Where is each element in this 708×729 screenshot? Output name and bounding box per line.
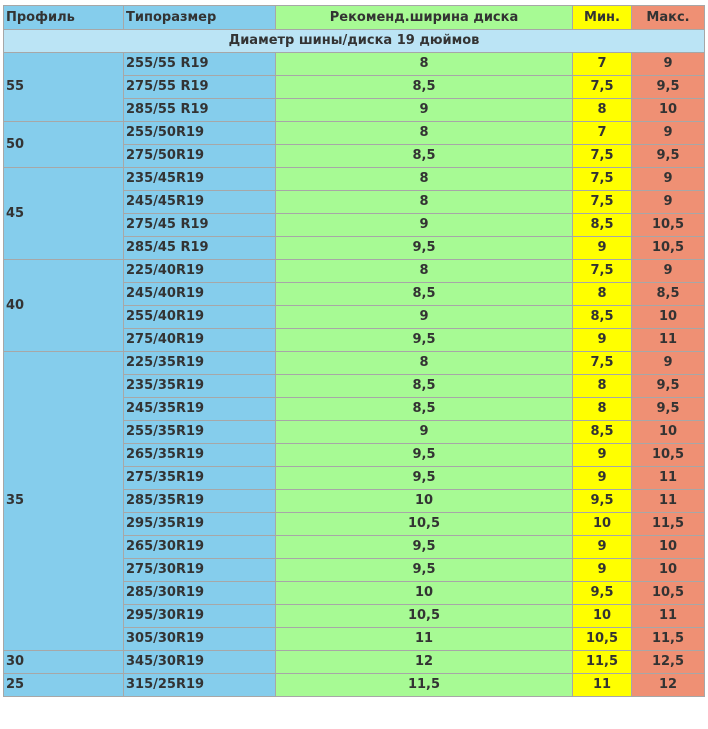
min-cell: 8 bbox=[573, 375, 632, 398]
max-cell: 9,5 bbox=[632, 145, 705, 168]
recommended-cell: 11 bbox=[276, 628, 573, 651]
min-cell: 7 bbox=[573, 122, 632, 145]
min-cell: 10 bbox=[573, 605, 632, 628]
recommended-cell: 9,5 bbox=[276, 237, 573, 260]
recommended-cell: 9,5 bbox=[276, 329, 573, 352]
max-cell: 10 bbox=[632, 99, 705, 122]
size-cell: 255/55 R19 bbox=[124, 53, 276, 76]
min-cell: 9 bbox=[573, 329, 632, 352]
profile-cell: 25 bbox=[4, 674, 124, 697]
recommended-cell: 8,5 bbox=[276, 398, 573, 421]
recommended-cell: 8 bbox=[276, 53, 573, 76]
max-cell: 10 bbox=[632, 306, 705, 329]
size-cell: 245/35R19 bbox=[124, 398, 276, 421]
max-cell: 10,5 bbox=[632, 582, 705, 605]
min-cell: 9 bbox=[573, 467, 632, 490]
max-cell: 11 bbox=[632, 605, 705, 628]
size-cell: 285/30R19 bbox=[124, 582, 276, 605]
size-cell: 255/40R19 bbox=[124, 306, 276, 329]
table-row bbox=[4, 122, 705, 145]
recommended-cell: 10,5 bbox=[276, 513, 573, 536]
max-cell: 10,5 bbox=[632, 444, 705, 467]
min-cell: 7,5 bbox=[573, 76, 632, 99]
header-recommended: Рекоменд.ширина диска bbox=[276, 6, 573, 30]
table-row bbox=[4, 674, 705, 697]
min-cell: 8,5 bbox=[573, 214, 632, 237]
min-cell: 9 bbox=[573, 237, 632, 260]
min-cell: 7,5 bbox=[573, 352, 632, 375]
recommended-cell: 9 bbox=[276, 421, 573, 444]
recommended-cell: 10,5 bbox=[276, 605, 573, 628]
profile-cell: 50 bbox=[4, 122, 124, 168]
min-cell: 7 bbox=[573, 53, 632, 76]
recommended-cell: 9,5 bbox=[276, 444, 573, 467]
recommended-cell: 9 bbox=[276, 306, 573, 329]
recommended-cell: 9,5 bbox=[276, 467, 573, 490]
recommended-cell: 8 bbox=[276, 122, 573, 145]
min-cell: 8,5 bbox=[573, 306, 632, 329]
size-cell: 285/35R19 bbox=[124, 490, 276, 513]
profile-cell: 55 bbox=[4, 53, 124, 122]
recommended-cell: 8 bbox=[276, 168, 573, 191]
min-cell: 10 bbox=[573, 513, 632, 536]
max-cell: 11 bbox=[632, 467, 705, 490]
size-cell: 305/30R19 bbox=[124, 628, 276, 651]
min-cell: 10,5 bbox=[573, 628, 632, 651]
header-row bbox=[4, 6, 705, 30]
recommended-cell: 8,5 bbox=[276, 145, 573, 168]
min-cell: 8 bbox=[573, 99, 632, 122]
max-cell: 11,5 bbox=[632, 628, 705, 651]
min-cell: 9 bbox=[573, 536, 632, 559]
min-cell: 11,5 bbox=[573, 651, 632, 674]
profile-cell: 40 bbox=[4, 260, 124, 352]
size-cell: 255/35R19 bbox=[124, 421, 276, 444]
max-cell: 12,5 bbox=[632, 651, 705, 674]
table-row bbox=[4, 651, 705, 674]
max-cell: 9,5 bbox=[632, 398, 705, 421]
max-cell: 12 bbox=[632, 674, 705, 697]
max-cell: 11 bbox=[632, 490, 705, 513]
min-cell: 9,5 bbox=[573, 582, 632, 605]
max-cell: 9 bbox=[632, 53, 705, 76]
table-body bbox=[4, 6, 705, 697]
size-cell: 255/50R19 bbox=[124, 122, 276, 145]
size-cell: 275/55 R19 bbox=[124, 76, 276, 99]
min-cell: 9 bbox=[573, 444, 632, 467]
size-cell: 265/35R19 bbox=[124, 444, 276, 467]
size-cell: 235/35R19 bbox=[124, 375, 276, 398]
recommended-cell: 8,5 bbox=[276, 76, 573, 99]
size-cell: 275/45 R19 bbox=[124, 214, 276, 237]
profile-cell: 30 bbox=[4, 651, 124, 674]
max-cell: 11 bbox=[632, 329, 705, 352]
size-cell: 315/25R19 bbox=[124, 674, 276, 697]
min-cell: 9,5 bbox=[573, 490, 632, 513]
table-row bbox=[4, 260, 705, 283]
recommended-cell: 9 bbox=[276, 214, 573, 237]
recommended-cell: 10 bbox=[276, 582, 573, 605]
recommended-cell: 11,5 bbox=[276, 674, 573, 697]
size-cell: 345/30R19 bbox=[124, 651, 276, 674]
recommended-cell: 10 bbox=[276, 490, 573, 513]
max-cell: 10,5 bbox=[632, 237, 705, 260]
size-cell: 245/45R19 bbox=[124, 191, 276, 214]
size-cell: 285/45 R19 bbox=[124, 237, 276, 260]
recommended-cell: 8,5 bbox=[276, 375, 573, 398]
max-cell: 10,5 bbox=[632, 214, 705, 237]
max-cell: 9 bbox=[632, 352, 705, 375]
size-cell: 285/55 R19 bbox=[124, 99, 276, 122]
size-cell: 225/40R19 bbox=[124, 260, 276, 283]
size-cell: 225/35R19 bbox=[124, 352, 276, 375]
profile-cell: 45 bbox=[4, 168, 124, 260]
max-cell: 9,5 bbox=[632, 375, 705, 398]
max-cell: 9 bbox=[632, 168, 705, 191]
max-cell: 8,5 bbox=[632, 283, 705, 306]
table-subtitle: Диаметр шины/диска 19 дюймов bbox=[4, 30, 705, 53]
max-cell: 9 bbox=[632, 191, 705, 214]
header-min: Мин. bbox=[573, 6, 632, 30]
max-cell: 10 bbox=[632, 421, 705, 444]
max-cell: 9 bbox=[632, 260, 705, 283]
header-max: Макс. bbox=[632, 6, 705, 30]
size-cell: 295/35R19 bbox=[124, 513, 276, 536]
max-cell: 10 bbox=[632, 559, 705, 582]
table-row bbox=[4, 352, 705, 375]
header-size: Типоразмер bbox=[124, 6, 276, 30]
size-cell: 265/30R19 bbox=[124, 536, 276, 559]
min-cell: 7,5 bbox=[573, 145, 632, 168]
min-cell: 7,5 bbox=[573, 191, 632, 214]
recommended-cell: 8 bbox=[276, 352, 573, 375]
min-cell: 7,5 bbox=[573, 168, 632, 191]
recommended-cell: 9 bbox=[276, 99, 573, 122]
profile-cell: 35 bbox=[4, 352, 124, 651]
max-cell: 11,5 bbox=[632, 513, 705, 536]
min-cell: 8 bbox=[573, 283, 632, 306]
size-cell: 275/50R19 bbox=[124, 145, 276, 168]
min-cell: 8,5 bbox=[573, 421, 632, 444]
size-cell: 275/35R19 bbox=[124, 467, 276, 490]
size-cell: 295/30R19 bbox=[124, 605, 276, 628]
recommended-cell: 12 bbox=[276, 651, 573, 674]
size-cell: 275/40R19 bbox=[124, 329, 276, 352]
rim-width-table bbox=[3, 5, 705, 697]
table-row bbox=[4, 53, 705, 76]
table-row bbox=[4, 168, 705, 191]
recommended-cell: 9,5 bbox=[276, 536, 573, 559]
max-cell: 9 bbox=[632, 122, 705, 145]
subtitle-row bbox=[4, 30, 705, 53]
recommended-cell: 8 bbox=[276, 260, 573, 283]
max-cell: 10 bbox=[632, 536, 705, 559]
recommended-cell: 8 bbox=[276, 191, 573, 214]
size-cell: 245/40R19 bbox=[124, 283, 276, 306]
min-cell: 9 bbox=[573, 559, 632, 582]
max-cell: 9,5 bbox=[632, 76, 705, 99]
header-profile: Профиль bbox=[4, 6, 124, 30]
min-cell: 7,5 bbox=[573, 260, 632, 283]
min-cell: 11 bbox=[573, 674, 632, 697]
recommended-cell: 9,5 bbox=[276, 559, 573, 582]
recommended-cell: 8,5 bbox=[276, 283, 573, 306]
size-cell: 275/30R19 bbox=[124, 559, 276, 582]
min-cell: 8 bbox=[573, 398, 632, 421]
size-cell: 235/45R19 bbox=[124, 168, 276, 191]
